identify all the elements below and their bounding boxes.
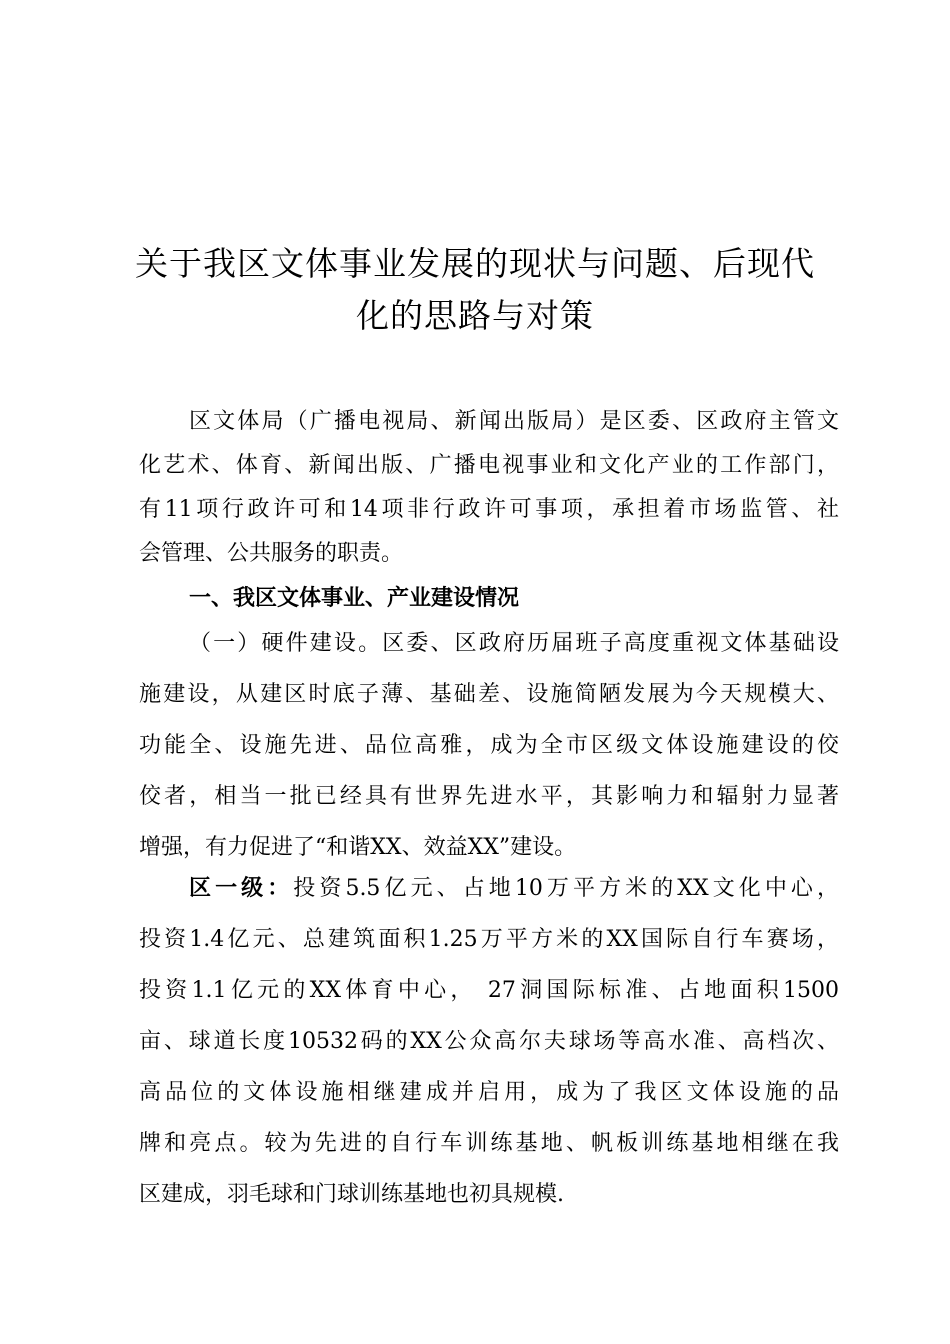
intro-line: 区文体局（广播电视局、新闻出版局）是区委、区政府主管文 xyxy=(189,409,839,434)
paragraph-line: 施建设，从建区时底子薄、基础差、设施简陋发展为今天规模大、 xyxy=(139,682,839,707)
paragraph-line: 高品位的文体设施相继建成并启用，成为了我区文体设施的品 xyxy=(139,1080,839,1105)
paragraph-line: 佼者，相当一批已经具有世界先进水平，其影响力和辐射力显著 xyxy=(139,784,839,809)
intro-line: 有11项行政许可和14项非行政许可事项，承担着市场监管、社 xyxy=(139,497,839,522)
paragraph-line: 亩、球道长度10532码的XX公众高尔夫球场等高水准、高档次、 xyxy=(139,1029,839,1054)
intro-paragraph xyxy=(139,400,839,576)
intro-line: 化艺术、体育、新闻出版、广播电视事业和文化产业的工作部门， xyxy=(139,453,839,478)
paragraph-line: 投资1.4亿元、总建筑面积1.25万平方米的XX国际自行车赛场， xyxy=(139,927,839,952)
section-heading: 一、我区文体事业、产业建设情况 xyxy=(189,586,520,611)
paragraph-line: 投资1.1亿元的XX体育中心， 27洞国际标准、占地面积1500 xyxy=(139,978,839,1003)
paragraph-line: 功能全、设施先进、品位高雅，成为全市区级文体设施建设的佼 xyxy=(139,733,839,758)
paragraph-line: 区建成，羽毛球和门球训练基地也初具规模. xyxy=(139,1182,564,1207)
hardware-paragraph xyxy=(139,618,839,873)
paragraph-line: 牌和亮点。较为先进的自行车训练基地、帆板训练基地相继在我 xyxy=(139,1131,839,1156)
paragraph-line: （一）硬件建设。区委、区政府历届班子高度重视文体基础设 xyxy=(189,631,839,656)
district-level-label: 区一级： xyxy=(189,876,294,901)
district-level-text: 投资5.5亿元、占地10万平方米的XX文化中心， xyxy=(293,876,839,901)
paragraph-line: 增强，有力促进了“和谐XX、效益XX”建设。 xyxy=(139,835,577,860)
paragraph-line xyxy=(139,863,839,914)
document-title-line-1: 关于我区文体事业发展的现状与问题、后现代 xyxy=(135,244,815,283)
intro-line: 会管理、公共服务的职责。 xyxy=(139,541,404,566)
district-level-paragraph xyxy=(139,863,839,1220)
document-title-line-2: 化的思路与对策 xyxy=(356,296,594,335)
